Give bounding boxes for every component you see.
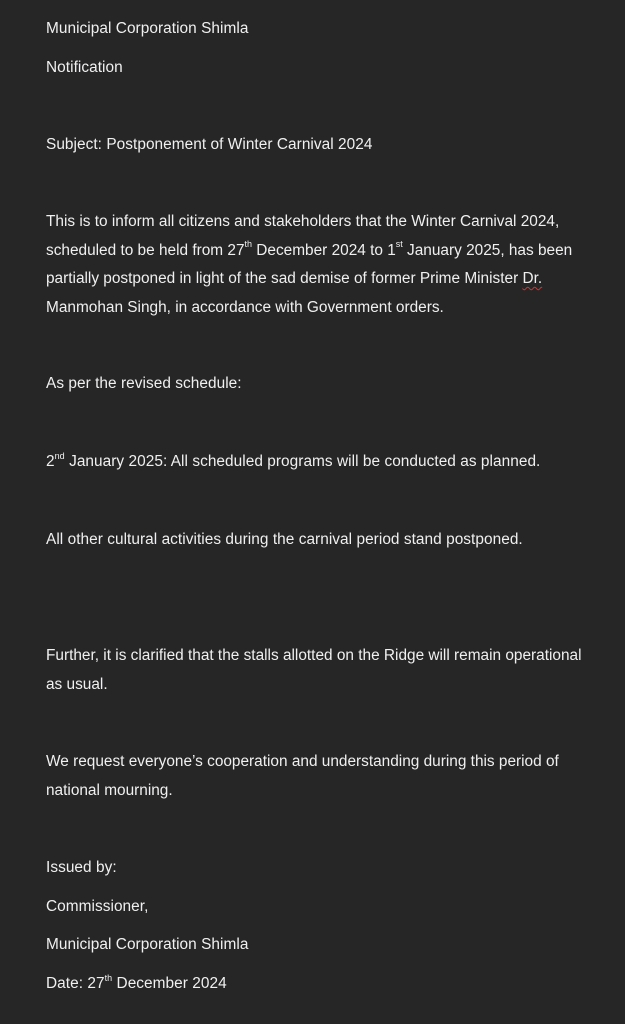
issuer-organization: Municipal Corporation Shimla [46, 936, 249, 953]
subject-line: Subject: Postponement of Winter Carnival 2024 [46, 136, 373, 153]
issue-date: Date: 27th December 2024 [46, 972, 227, 992]
other-activities-note: All other cultural activities during the carnival period stand postponed. [46, 531, 523, 548]
revised-schedule-heading: As per the revised schedule: [46, 375, 242, 392]
issuing-organization: Municipal Corporation Shimla [46, 20, 249, 37]
cooperation-request: We request everyone’s cooperation and understanding during this period of national mourning. [46, 753, 559, 799]
intro-paragraph: This is to inform all citizens and stakeholders that the Winter Carnival 2024, scheduled to be held from 27th December 2024 to 1st January 2025, has been partially postponed in light of the sad demise of former Prime Minister Dr. Manmohan Singh, in accordance with Government orders. [46, 213, 573, 316]
issued-by-label: Issued by: [46, 859, 117, 876]
spellcheck-flagged-word[interactable]: Dr. [522, 270, 543, 287]
schedule-item: 2nd January 2025: All scheduled programs will be conducted as planned. [46, 450, 541, 470]
stalls-note: Further, it is clarified that the stalls allotted on the Ridge will remain operational as usual. [46, 647, 582, 693]
document-type: Notification [46, 59, 123, 76]
issuer-designation: Commissioner, [46, 898, 149, 915]
